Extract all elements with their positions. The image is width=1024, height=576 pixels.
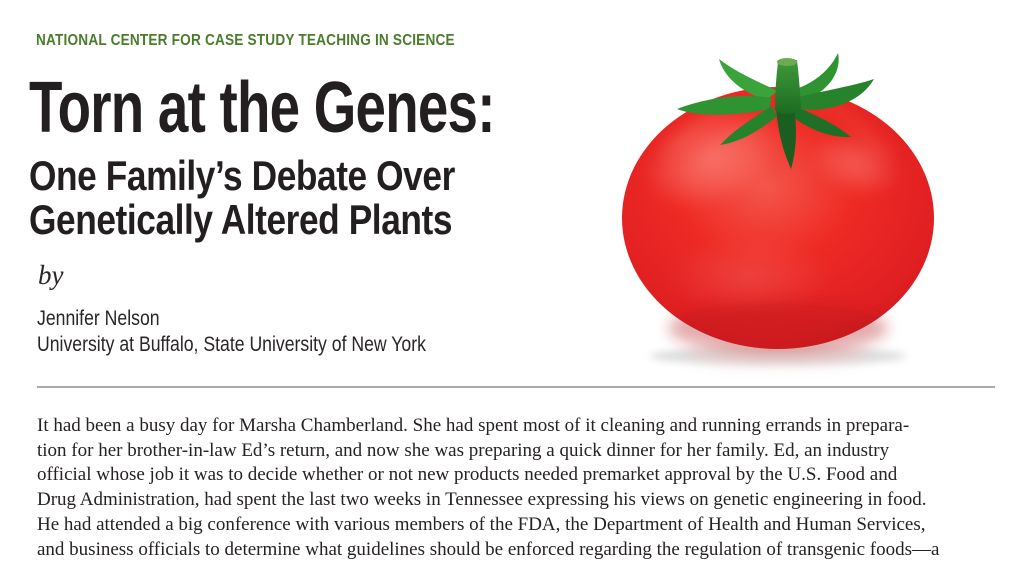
publisher-kicker-text: NATIONAL CENTER FOR CASE STUDY TEACHING IN SCIENCE <box>36 32 455 49</box>
body-line: and business officials to determine what guidelines should be enforced regarding the regulation of transgenic foods—a <box>37 538 940 560</box>
by-label: by <box>38 260 64 290</box>
stem-stub <box>775 60 801 114</box>
body-line: He had attended a big conference with various members of the FDA, the Department of Health and Human Services, <box>37 513 926 535</box>
author-affiliation: University at Buffalo, State University of New York <box>37 333 426 356</box>
author-name: Jennifer Nelson <box>37 307 160 330</box>
body-line: tion for her brother-in-law Ed’s return, and now she was preparing a quick dinner for her family. Ed, an industry <box>37 439 890 461</box>
page-title-text: Torn at the Genes: <box>29 68 495 148</box>
body-line: It had been a busy day for Marsha Chamberland. She had spent most of it cleaning and running errands in prepara- <box>37 415 910 436</box>
tomato-photo <box>600 36 956 380</box>
subtitle-line-1: One Family’s Debate Over <box>29 152 455 199</box>
divider-rule <box>37 386 995 388</box>
body-line: Drug Administration, had spent the last two weeks in Tennessee expressing his views on genetic engineering in food. <box>37 489 927 511</box>
page-subtitle <box>29 154 536 242</box>
body-paragraph <box>37 414 1017 562</box>
subtitle-line-2: Genetically Altered Plants <box>29 196 453 243</box>
byline-block <box>37 306 500 358</box>
page-title <box>29 68 642 148</box>
tomato-illustration <box>600 36 956 380</box>
tomato-base-shading <box>668 302 888 354</box>
stem-cut-top <box>777 58 797 66</box>
body-line: official whose job it was to decide whether or not new products needed premarket approval by the U.S. Food and <box>37 464 898 486</box>
publisher-kicker <box>36 33 512 49</box>
